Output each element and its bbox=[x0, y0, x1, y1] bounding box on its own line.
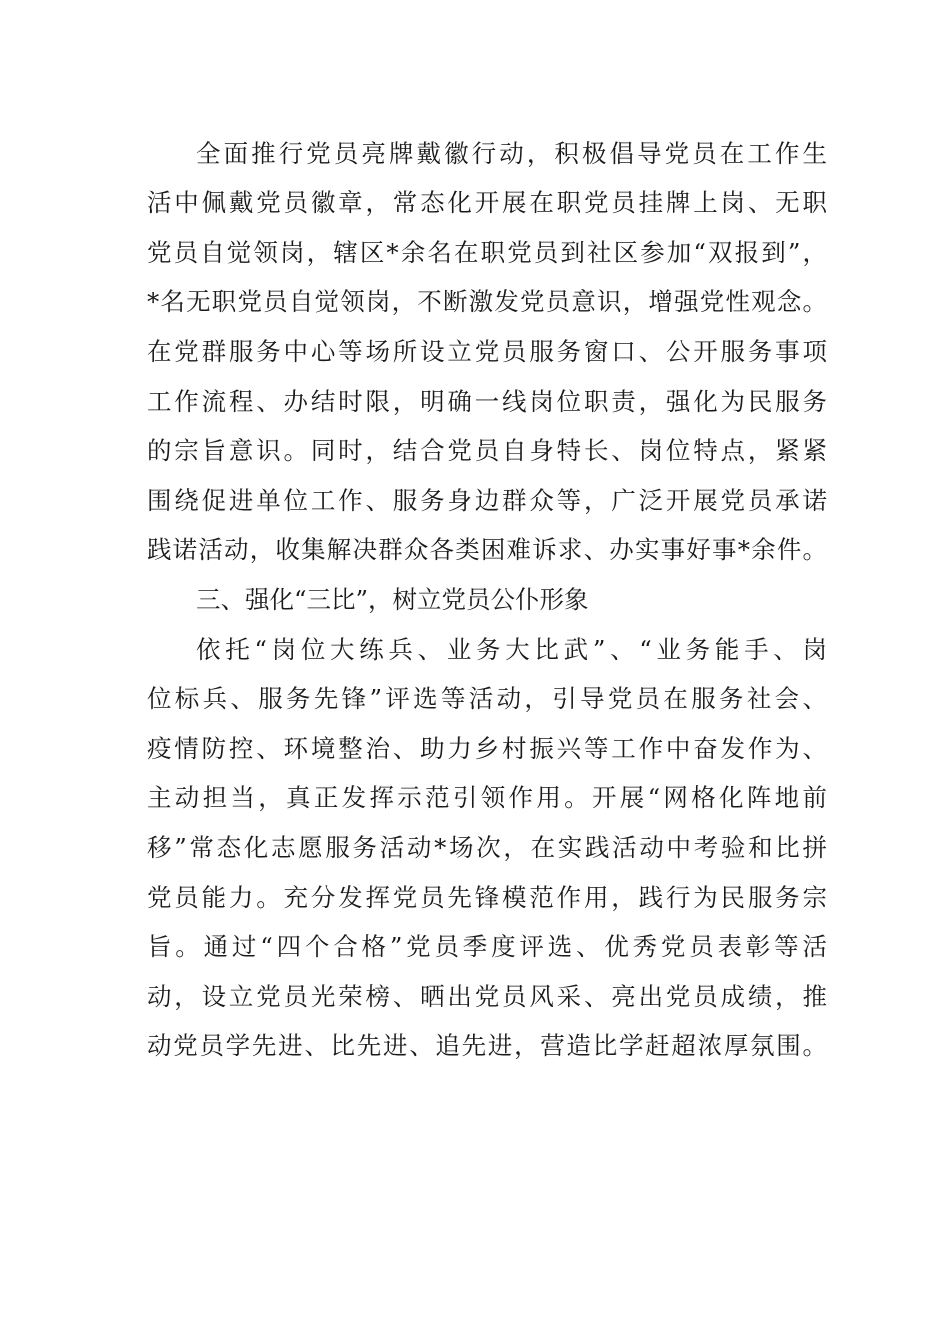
paragraph-line: 党员能力。充分发挥党员先锋模范作用，践行为民服务宗 bbox=[147, 883, 827, 912]
paragraph-line: 疫情防控、环境整治、助力乡村振兴等工作中奋发作为、 bbox=[147, 734, 827, 763]
paragraph-line: 旨。通过“四个合格”党员季度评选、优秀党员表彰等活 bbox=[147, 932, 827, 961]
paragraph-line: 党员自觉领岗，辖区*余名在职党员到社区参加“双报到”， bbox=[147, 238, 827, 267]
paragraph-line: 动党员学先进、比先进、追先进，营造比学赶超浓厚氛围。 bbox=[147, 1031, 827, 1060]
section-heading: 三、强化“三比”，树立党员公仆形象 bbox=[196, 585, 589, 614]
paragraph-line: 在党群服务中心等场所设立党员服务窗口、公开服务事项 bbox=[147, 337, 827, 366]
paragraph-line: 围绕促进单位工作、服务身边群众等，广泛开展党员承诺 bbox=[147, 486, 827, 515]
paragraph-line: *名无职党员自觉领岗，不断激发党员意识，增强党性观念。 bbox=[147, 287, 827, 316]
paragraph-line: 全面推行党员亮牌戴徽行动，积极倡导党员在工作生 bbox=[196, 139, 827, 168]
paragraph-line: 的宗旨意识。同时，结合党员自身特长、岗位特点，紧紧 bbox=[147, 436, 827, 465]
paragraph-line: 移”常态化志愿服务活动*场次，在实践活动中考验和比拼 bbox=[147, 833, 827, 862]
paragraph-line: 主动担当，真正发挥示范引领作用。开展“网格化阵地前 bbox=[147, 783, 827, 812]
paragraph-line: 工作流程、办结时限，明确一线岗位职责，强化为民服务 bbox=[147, 387, 827, 416]
paragraph-line: 活中佩戴党员徽章，常态化开展在职党员挂牌上岗、无职 bbox=[147, 188, 827, 217]
paragraph-line: 践诺活动，收集解决群众各类困难诉求、办实事好事*余件。 bbox=[147, 535, 827, 564]
paragraph-line: 位标兵、服务先锋”评选等活动，引导党员在服务社会、 bbox=[147, 684, 827, 713]
paragraph-line: 依托“岗位大练兵、业务大比武”、“业务能手、岗 bbox=[196, 635, 827, 664]
paragraph-line: 动，设立党员光荣榜、晒出党员风采、亮出党员成绩，推 bbox=[147, 982, 827, 1011]
